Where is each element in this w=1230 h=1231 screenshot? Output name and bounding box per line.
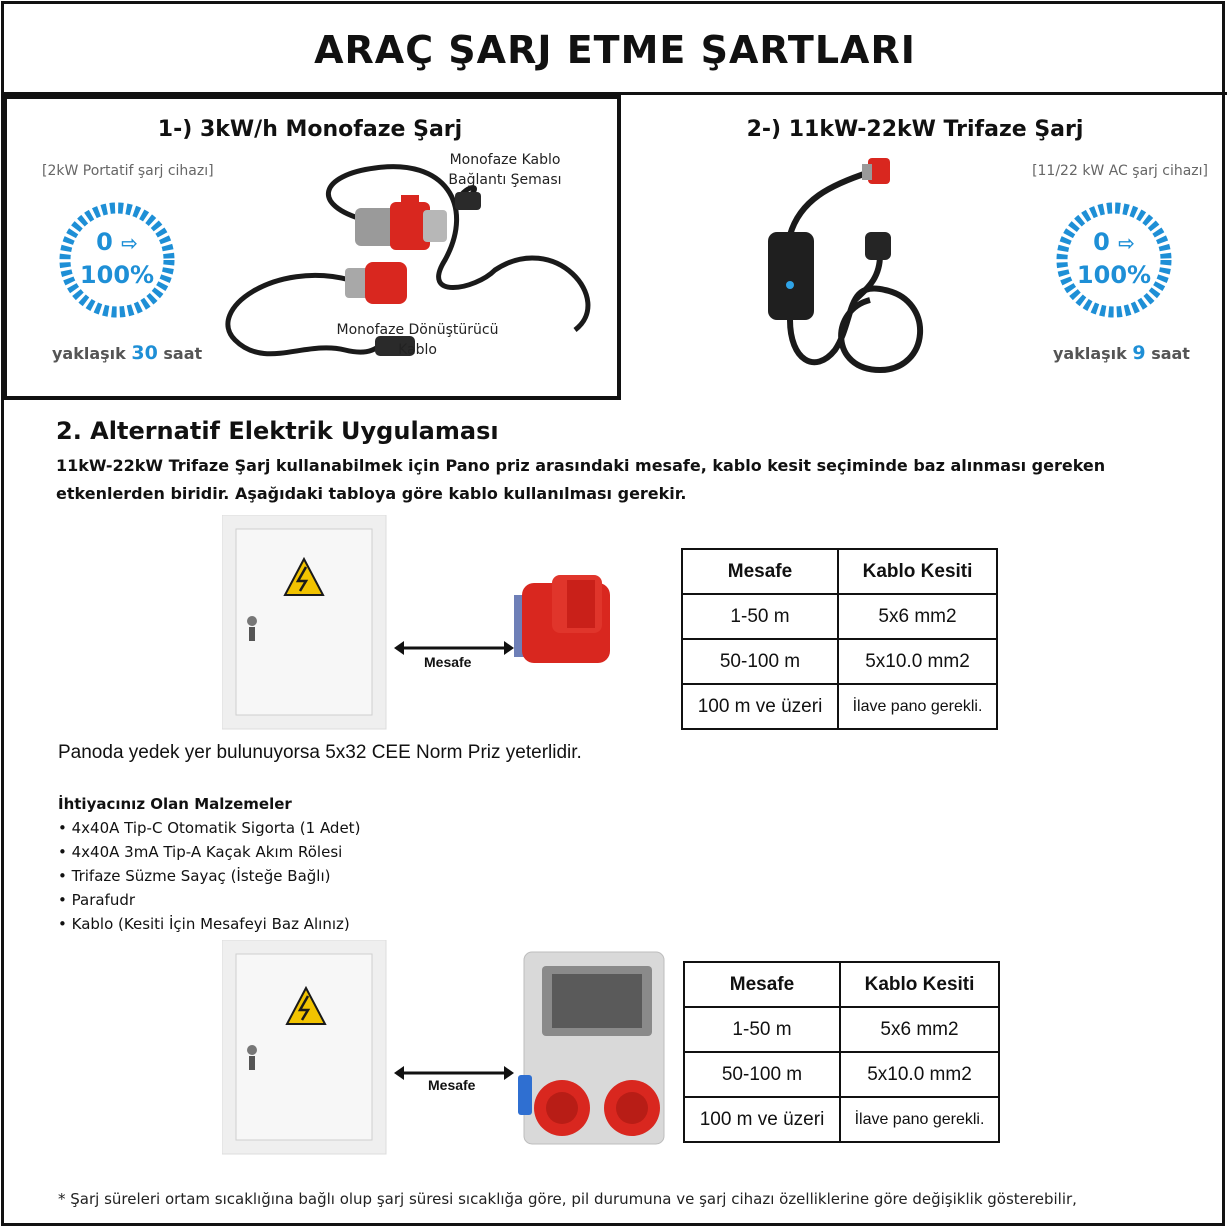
section2-paragraph [56, 452, 1206, 508]
cable-table-2 [683, 961, 1000, 1143]
red-plug-icon [345, 262, 407, 304]
panel-socket-illustration-1 [222, 515, 662, 731]
list-item: • 4x40A Tip-C Otomatik Sigorta (1 Adet) [58, 819, 361, 837]
table-cell: İlave pano gerekli. [840, 1097, 999, 1142]
charge-ring-icon [58, 201, 176, 319]
table-cell: 5x10.0 mm2 [840, 1052, 999, 1097]
caption-line: Bağlantı Şeması [448, 172, 562, 188]
list-item-text: Kablo (Kesiti İçin Mesafeyi Baz Alınız) [71, 915, 350, 933]
table-row [684, 1007, 999, 1052]
list-item-text: Trifaze Süzme Sayaç (İsteğe Bağlı) [71, 867, 331, 885]
table-header-cell: Mesafe [684, 962, 840, 1007]
materials-heading: İhtiyacınız Olan Malzemeler [58, 795, 292, 813]
table-cell: 1-50 m [682, 594, 838, 639]
caption-line: Kablo [398, 342, 437, 358]
trifaze-charger-illustration [760, 150, 960, 380]
ring-from: 0 [96, 228, 113, 256]
table-row [682, 594, 997, 639]
table-cell: 5x6 mm2 [838, 594, 997, 639]
table-cell: 5x6 mm2 [840, 1007, 999, 1052]
table-cell: 100 m ve üzeri [684, 1097, 840, 1142]
time-value: 30 [131, 342, 158, 364]
time-suffix: saat [163, 344, 203, 363]
table-cell: 50-100 m [684, 1052, 840, 1097]
ring-to: 100% [1076, 261, 1152, 289]
table-cell: İlave pano gerekli. [838, 684, 997, 729]
arrow-icon: ⇨ [121, 231, 138, 255]
table-cell: 100 m ve üzeri [682, 684, 838, 729]
list-item-text: Parafudr [71, 891, 136, 909]
trifaze-charge-ring [1055, 201, 1173, 319]
list-item: • Parafudr [58, 891, 136, 909]
distance-label: Mesafe [428, 1077, 476, 1093]
time-prefix: yaklaşık [1053, 344, 1127, 363]
red-cee-socket-icon [514, 575, 610, 663]
schuko-plug-icon [455, 192, 481, 210]
paragraph-line: etkenlerden biridir. Aşağıdaki tabloya göre kablo kullanılması gerekir. [56, 484, 687, 503]
table-row [684, 1097, 999, 1142]
table-header-row [682, 549, 997, 594]
section2-heading: 2. Alternatif Elektrik Uygulaması [56, 417, 499, 445]
list-item: • 4x40A 3mA Tip-A Kaçak Akım Rölesi [58, 843, 343, 861]
time-suffix: saat [1151, 344, 1190, 363]
cable-upper [328, 167, 588, 330]
distance-label: Mesafe [424, 654, 472, 670]
footnote: * Şarj süreleri ortam sıcaklığına bağlı olup şarj süresi sıcaklığa göre, pil durumuna ve şarj cihazı özelliklerine göre değişiklik gösterebilir, [58, 1190, 1077, 1208]
trifaze-title: 2-) 11kW-22kW Trifaze Şarj [746, 117, 1084, 142]
norm-priz-note: Panoda yedek yer bulunuyorsa 5x32 CEE Norm Priz yeterlidir. [58, 742, 582, 763]
paragraph-line: 11kW-22kW Trifaze Şarj kullanabilmek için Pano priz arasındaki mesafe, kablo kesit seçiminde baz alınması gereken [56, 456, 1106, 475]
table-cell: 1-50 m [684, 1007, 840, 1052]
panel-socket-illustration-2 [222, 940, 682, 1156]
type2-connector-icon [865, 232, 891, 260]
time-value: 9 [1132, 342, 1146, 364]
monofaze-caption-bottom [330, 320, 505, 360]
table-header-cell: Mesafe [682, 549, 838, 594]
table-row [684, 1052, 999, 1097]
arrow-icon: ⇨ [1118, 231, 1135, 255]
red-socket-icon [355, 195, 447, 250]
wallbox-icon [768, 232, 814, 320]
list-item-text: 4x40A 3mA Tip-A Kaçak Akım Rölesi [71, 843, 343, 861]
ring-from: 0 [1093, 228, 1110, 256]
socket-distribution-box-icon [518, 952, 664, 1144]
page-title: ARAÇ ŞARJ ETME ŞARTLARI [314, 28, 916, 72]
red-plug-icon [862, 158, 890, 184]
materials-list [58, 792, 360, 936]
table-row [682, 684, 997, 729]
trifaze-time [1053, 342, 1190, 364]
table-row [682, 639, 997, 684]
monofaze-caption-top [440, 150, 570, 190]
time-prefix: yaklaşık [52, 344, 126, 363]
monofaze-device: [2kW Portatif şarj cihazı] [42, 163, 214, 179]
list-item: • Kablo (Kesiti İçin Mesafeyi Baz Alınız) [58, 915, 350, 933]
caption-line: Monofaze Kablo [449, 152, 561, 168]
charge-ring-icon [1055, 201, 1173, 319]
caption-line: Monofaze Dönüştürücü [336, 322, 499, 338]
list-item: • Trifaze Süzme Sayaç (İsteğe Bağlı) [58, 867, 331, 885]
table-header-row [684, 962, 999, 1007]
monofaze-charge-ring [58, 201, 176, 319]
cable-table-1 [681, 548, 998, 730]
table-header-cell: Kablo Kesiti [840, 962, 999, 1007]
monofaze-time [52, 342, 202, 364]
table-cell: 5x10.0 mm2 [838, 639, 997, 684]
table-cell: 50-100 m [682, 639, 838, 684]
table-header-cell: Kablo Kesiti [838, 549, 997, 594]
trifaze-device: [11/22 kW AC şarj cihazı] [1032, 163, 1208, 179]
distance-arrow [394, 641, 514, 655]
list-item-text: 4x40A Tip-C Otomatik Sigorta (1 Adet) [71, 819, 361, 837]
monofaze-title: 1-) 3kW/h Monofaze Şarj [157, 117, 463, 142]
ring-to: 100% [79, 261, 155, 289]
